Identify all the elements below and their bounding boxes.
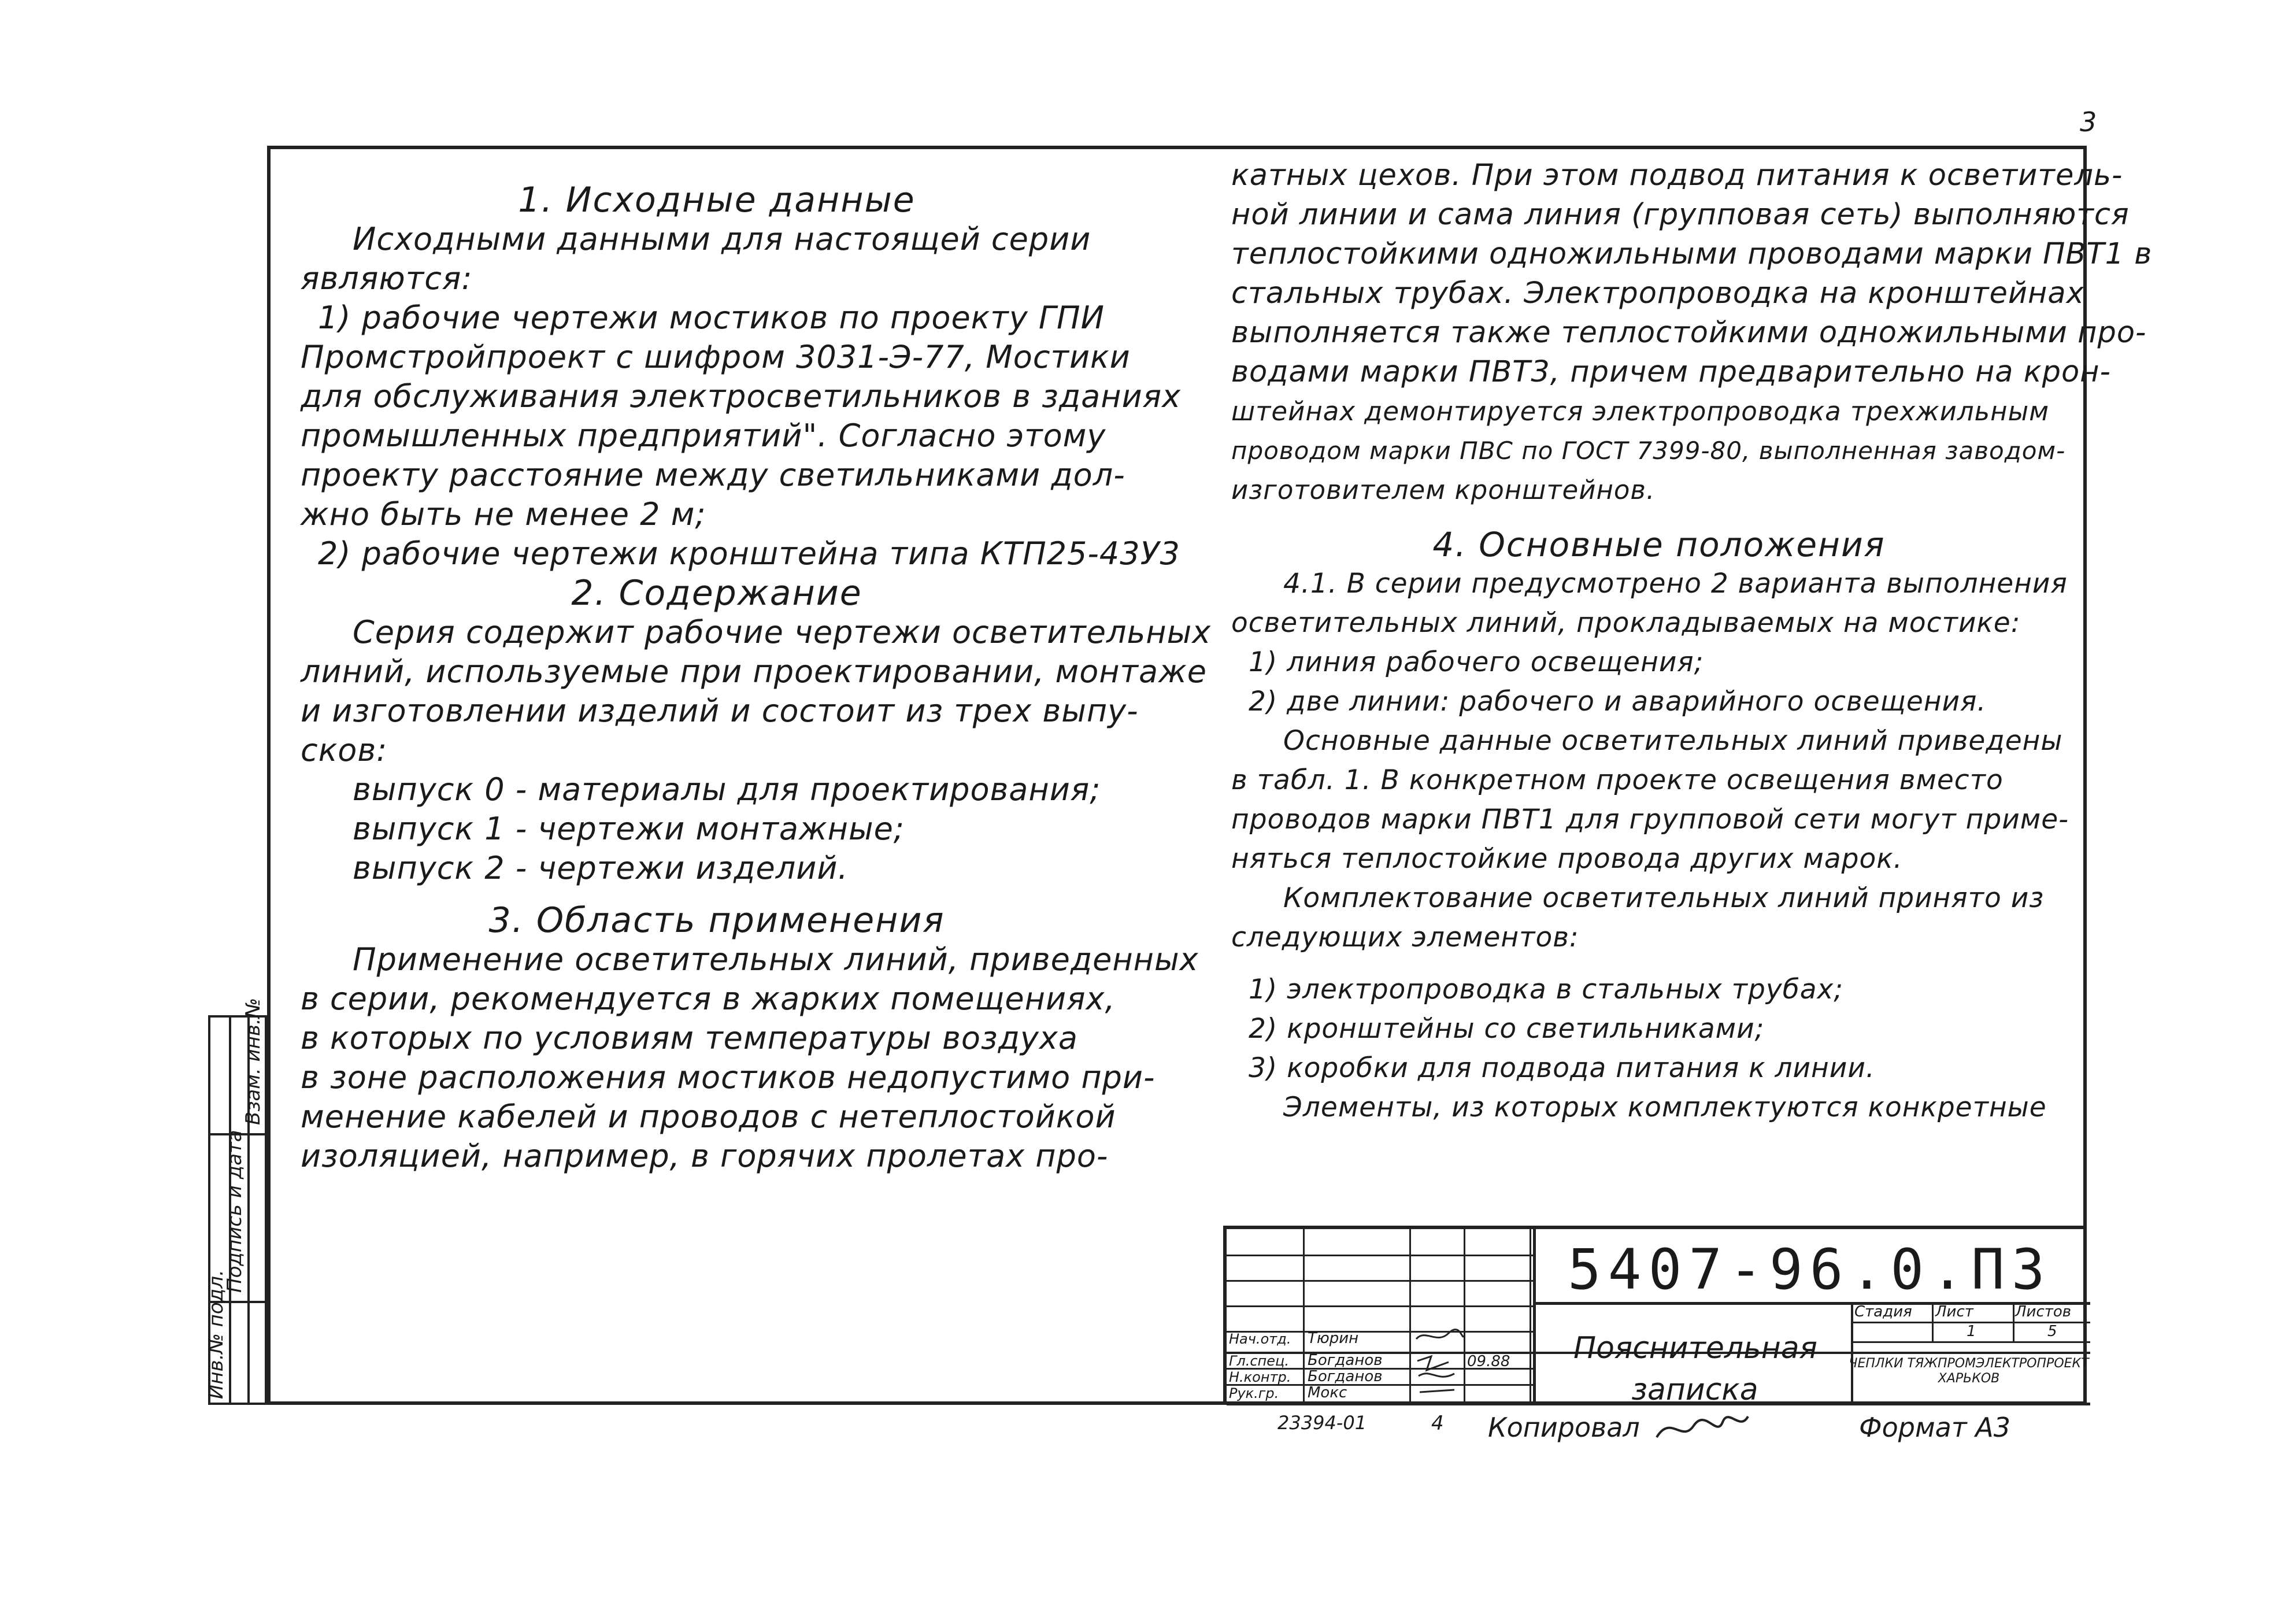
sheet-value: 1 xyxy=(1967,1323,1976,1340)
text-line: проводом марки ПВС по ГОСТ 7399-80, выполненная заводом- xyxy=(1231,436,2066,465)
text-line: в которых по условиям температуры воздуха xyxy=(301,1020,1078,1056)
stamp-grid-line xyxy=(1227,1255,1533,1256)
sheet-header: Лист xyxy=(1935,1303,1973,1320)
text-line: Основные данные осветительных линий приведены xyxy=(1283,725,2063,757)
text-line: няться теплостойкие провода других марок. xyxy=(1231,843,1903,875)
text-line: выполняется также теплостойкими одножильными про- xyxy=(1231,316,2147,350)
text-line: изготовителем кронштейнов. xyxy=(1231,475,1656,505)
signer-name: Богданов xyxy=(1308,1352,1383,1369)
approval-date: 09.88 xyxy=(1467,1353,1510,1370)
text-line: 1) рабочие чертежи мостиков по проекту ГПИ xyxy=(318,299,1105,336)
document-title: Пояснительная записка xyxy=(1573,1331,1817,1407)
text-line: водами марки ПВТ3, причем предварительно на крон- xyxy=(1231,355,2111,389)
left-column xyxy=(301,180,1212,1176)
text-line: катных цехов. При этом подвод питания к осветитель- xyxy=(1231,158,2123,193)
sidebar-label-inventory: Инв.№ подл. xyxy=(205,1270,228,1399)
right-column xyxy=(1231,156,2153,1127)
stamp-grid-line xyxy=(1851,1341,2090,1343)
role-label: Рук.гр. xyxy=(1229,1385,1279,1401)
page-number: 3 xyxy=(2080,106,2097,138)
text-line: 4.1. В серии предусмотрено 2 варианта выполнения xyxy=(1283,568,2068,600)
text-line: Исходными данными для настоящей серии xyxy=(353,221,1091,257)
stamp-grid-line xyxy=(2013,1302,2014,1342)
stage-header: Стадия xyxy=(1854,1303,1912,1320)
text-line: Комплектование осветительных линий принято из xyxy=(1283,882,2045,914)
text-line: менение кабелей и проводов с нетеплостойкой xyxy=(301,1098,1116,1135)
stamp-grid-line xyxy=(1851,1302,1853,1405)
signature-stroke xyxy=(1419,1374,1454,1377)
text-line: и изготовлении изделий и состоит из трех выпу- xyxy=(301,693,1139,729)
title-block xyxy=(1223,1226,2087,1405)
text-line: в зоне расположения мостиков недопустимо при- xyxy=(301,1059,1156,1096)
text-line: выпуск 1 - чертежи монтажные; xyxy=(353,811,905,847)
signature-stroke xyxy=(1657,1416,1748,1437)
text-line: являются: xyxy=(301,260,473,297)
text-line: сков: xyxy=(301,732,388,768)
text-line: проводов марки ПВТ1 для групповой сети могут приме- xyxy=(1231,804,2069,835)
copier-signature xyxy=(1653,1408,1751,1449)
text-line: для обслуживания электросветильников в зданиях xyxy=(301,378,1182,415)
role-label: Нач.отд. xyxy=(1229,1331,1291,1347)
section-heading-contents: 2. Содержание xyxy=(571,573,862,613)
copy-number: 4 xyxy=(1431,1412,1444,1435)
signature-stroke xyxy=(1420,1390,1454,1392)
sheets-header: Листов xyxy=(2015,1303,2072,1320)
signer-name: Тюрин xyxy=(1308,1330,1359,1347)
copied-label: Копировал xyxy=(1488,1412,1640,1443)
text-line: Применение осветительных линий, приведенных xyxy=(353,941,1199,978)
text-line: 1) электропроводка в стальных трубах; xyxy=(1249,974,1844,1005)
role-label: Гл.спец. xyxy=(1229,1353,1289,1369)
text-line: жно быть не менее 2 м; xyxy=(301,496,706,532)
sidebar-label-replacement: Взам. инв.№ xyxy=(242,997,265,1125)
stamp-grid-line xyxy=(1227,1305,1533,1307)
binding-sidebar xyxy=(205,997,267,1405)
text-line: Серия содержит рабочие чертежи осветительных xyxy=(353,614,1212,650)
stamp-grid-line xyxy=(1227,1280,1533,1282)
section-heading-main-provisions: 4. Основные положения xyxy=(1432,525,1886,564)
role-label: Н.контр. xyxy=(1229,1369,1291,1385)
text-line: промышленных предприятий". Согласно этому xyxy=(301,417,1106,454)
text-line: 2) две линии: рабочего и аварийного освещения. xyxy=(1249,686,1987,717)
signature-stroke xyxy=(1417,1356,1449,1370)
text-line: изоляцией, например, в горячих пролетах про- xyxy=(301,1138,1109,1174)
text-line: 2) кронштейны со светильниками; xyxy=(1249,1013,1765,1045)
text-line: Элементы, из которых комплектуются конкретные xyxy=(1283,1092,2047,1123)
order-number: 23394-01 xyxy=(1277,1412,1367,1434)
stamp-grid-line xyxy=(1533,1302,2090,1305)
format-label: Формат А3 xyxy=(1859,1412,2010,1443)
text-line: в серии, рекомендуется в жарких помещениях, xyxy=(301,981,1116,1017)
text-line: осветительных линий, прокладываемых на мостике: xyxy=(1231,607,2021,639)
text-line: Промстройпроект с шифром 3031-Э-77, Мостики xyxy=(301,339,1131,375)
text-line: ной линии и сама линия (групповая сеть) выполняются xyxy=(1231,198,2130,232)
text-line: 1) линия рабочего освещения; xyxy=(1249,646,1704,678)
sidebar-label-signature-date: Подпись и дата xyxy=(223,1130,246,1293)
text-line: 3) коробки для подвода питания к линии. xyxy=(1249,1052,1875,1084)
text-line: 2) рабочие чертежи кронштейна типа КТП25-43У3 xyxy=(318,535,1180,572)
section-heading-scope: 3. Область применения xyxy=(488,900,945,941)
sheets-value: 5 xyxy=(2047,1323,2057,1340)
document-code: 5407-96.0.ПЗ xyxy=(1568,1237,2052,1302)
text-line: стальных трубах. Электропроводка на кронштейнах xyxy=(1231,276,2084,310)
signature-stroke xyxy=(1416,1330,1464,1339)
signer-name: Мокс xyxy=(1308,1384,1347,1401)
signature-marks xyxy=(1414,1327,1466,1403)
stamp-grid-line xyxy=(1932,1302,1934,1342)
text-line: теплостойкими одножильными проводами марки ПВТ1 в xyxy=(1231,237,2153,271)
text-line: в табл. 1. В конкретном проекте освещения вместо xyxy=(1231,764,2004,796)
text-line: штейнах демонтируется электропроводка трехжильным xyxy=(1231,396,2050,427)
text-line: выпуск 2 - чертежи изделий. xyxy=(353,850,849,886)
text-line: выпуск 0 - материалы для проектирования; xyxy=(353,771,1101,808)
section-heading-initial-data: 1. Исходные данные xyxy=(518,180,916,220)
organization-name: ЧЕПЛКИ ТЯЖПРОМЭЛЕКТРОПРОЕКТ ХАРЬКОВ xyxy=(1849,1356,2089,1386)
signer-name: Богданов xyxy=(1308,1368,1383,1385)
text-line: следующих элементов: xyxy=(1231,922,1579,953)
text-line: линий, используемые при проектировании, монтаже xyxy=(301,653,1207,690)
stamp-grid-line xyxy=(1533,1229,1536,1405)
text-line: проекту расстояние между светильниками дол- xyxy=(301,457,1125,493)
